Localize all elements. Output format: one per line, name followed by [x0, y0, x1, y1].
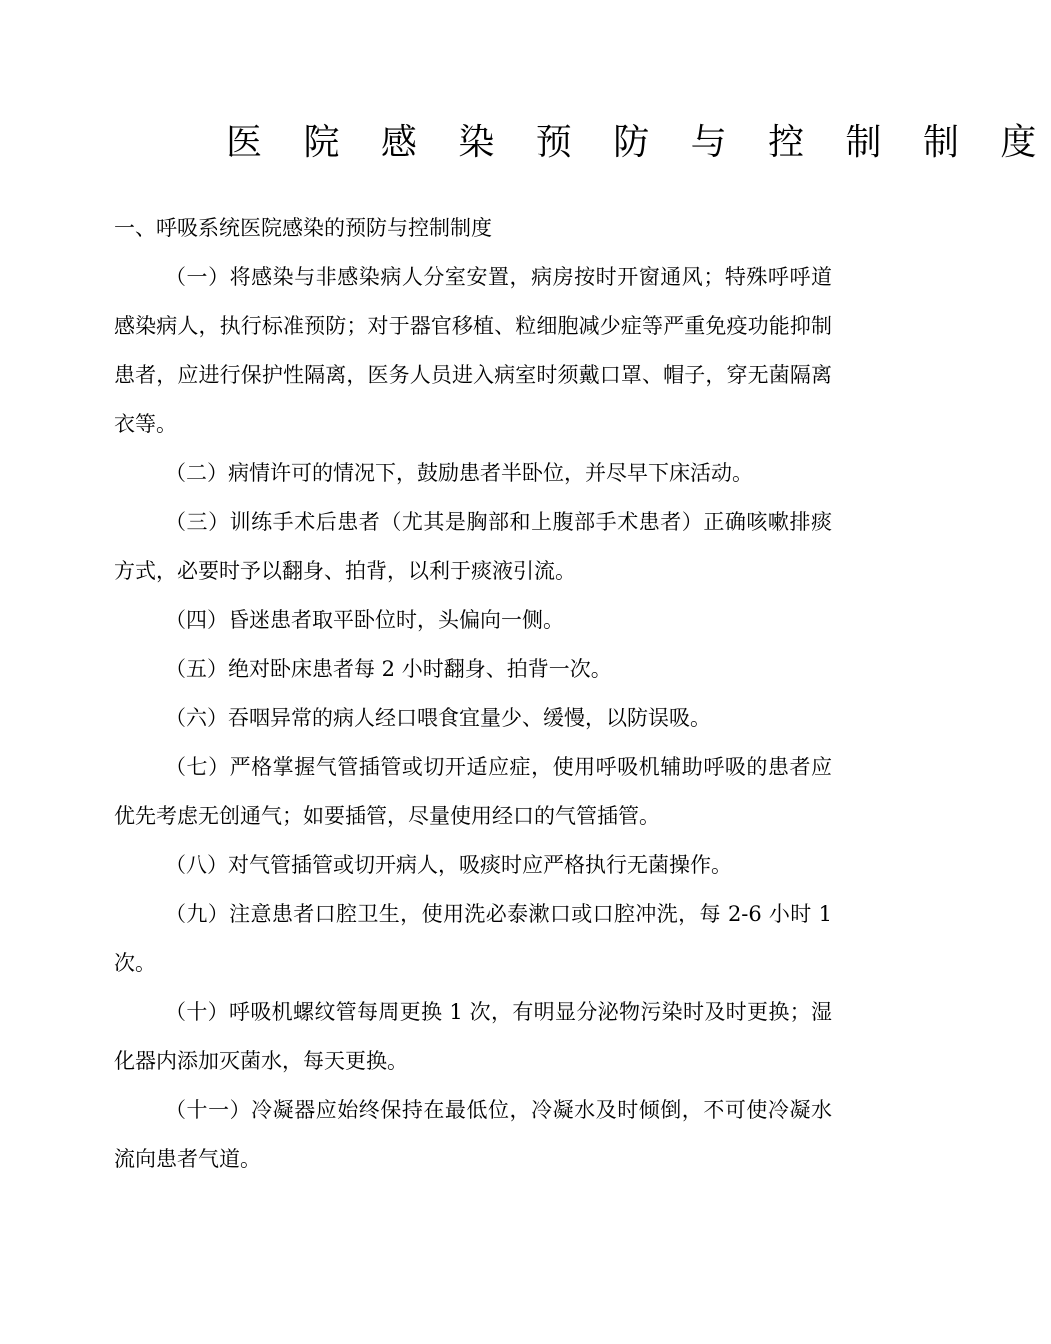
paragraph-11: （十一）冷凝器应始终保持在最低位，冷凝水及时倾倒，不可使冷凝水流向患者气道。 [114, 1098, 832, 1171]
paragraph-8: （八）对气管插管或切开病人，吸痰时应严格执行无菌操作。 [165, 853, 732, 877]
document-body [114, 204, 832, 1184]
document-title: 医 院 感 染 预 防 与 控 制 制 度 [226, 122, 1051, 163]
paragraph-10: （十）呼吸机螺纹管每周更换 1 次，有明显分泌物污染时及时更换；湿化器内添加灭菌水，每天更换。 [114, 1000, 832, 1073]
paragraph-9: （九）注意患者口腔卫生，使用洗必泰漱口或口腔冲洗，每 2-6 小时 1 次。 [114, 902, 832, 975]
section-heading: 一、呼吸系统医院感染的预防与控制制度 [114, 216, 492, 240]
paragraph-3: （三）训练手术后患者（尤其是胸部和上腹部手术患者）正确咳嗽排痰方式，必要时予以翻身、拍背，以利于痰液引流。 [114, 510, 832, 583]
paragraph-4: （四）昏迷患者取平卧位时，头偏向一侧。 [165, 608, 564, 632]
paragraph-6: （六）吞咽异常的病人经口喂食宜量少、缓慢，以防误吸。 [165, 706, 711, 730]
paragraph-5: （五）绝对卧床患者每 2 小时翻身、拍背一次。 [165, 657, 612, 681]
paragraph-1: （一）将感染与非感染病人分室安置，病房按时开窗通风；特殊呼呼道感染病人，执行标准预防；对于器官移植、粒细胞减少症等严重免疫功能抑制患者，应进行保护性隔离，医务人员进入病室时须戴口罩、帽子，穿无菌隔离衣等。 [114, 265, 832, 436]
paragraph-2: （二）病情许可的情况下，鼓励患者半卧位，并尽早下床活动。 [165, 461, 753, 485]
paragraph-7: （七）严格掌握气管插管或切开适应症，使用呼吸机辅助呼吸的患者应优先考虑无创通气；如要插管，尽量使用经口的气管插管。 [114, 755, 832, 828]
